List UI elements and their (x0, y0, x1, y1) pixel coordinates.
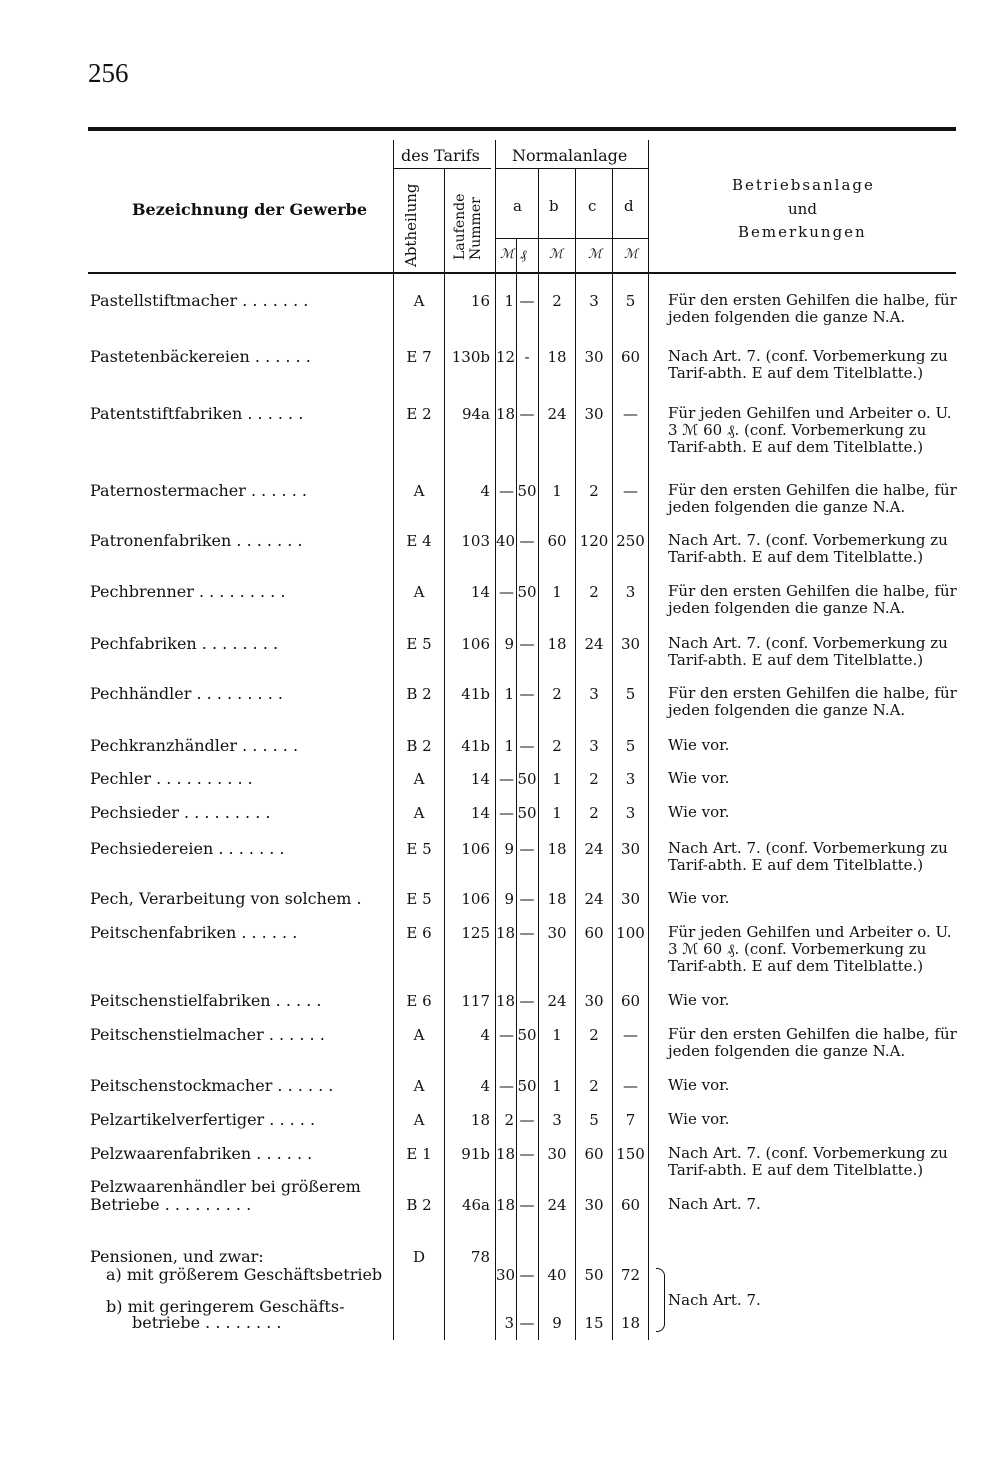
row-nummer: 130b (451, 348, 490, 366)
row-abtheilung: E 5 (406, 635, 432, 653)
row-nummer: 41b (461, 737, 490, 755)
row-name: Pelzartikelverfertiger . . . . . (90, 1111, 316, 1129)
row-a-pf: — (519, 890, 535, 908)
header-laufende-nummer: Laufende Nummer (452, 193, 484, 260)
row-nummer: 4 (480, 1077, 490, 1095)
row-a-pf: — (519, 992, 535, 1010)
row-d: — (623, 1077, 638, 1095)
row-a-pf: - (524, 348, 530, 366)
row-c: 2 (589, 804, 599, 822)
row-name: Patentstiftfabriken . . . . . . (90, 405, 304, 423)
row-b: 2 (552, 685, 562, 703)
row-remark: Wie vor. (668, 889, 730, 907)
top-rule (88, 127, 956, 131)
header-normalanlage: Normalanlage (512, 146, 628, 165)
row-name: Pelzwaarenhändler bei größerem (90, 1178, 361, 1196)
row-name: Pechkranzhändler . . . . . . (90, 737, 299, 755)
row-a-mark: 9 (504, 635, 514, 653)
row-c: 24 (584, 890, 604, 908)
row-abtheilung: A (413, 482, 425, 500)
row-abtheilung: A (413, 770, 425, 788)
row-a-pf: — (519, 685, 535, 703)
row-nummer: 14 (470, 804, 490, 822)
row-c: 5 (589, 1111, 599, 1129)
row-remark: Für jeden Gehilfen und Arbeiter o. U. 3 ℳ 60 ₰. (conf. Vorbemerkung zu Tarif-abth. E auf dem Titelblatte.) (668, 923, 952, 975)
row-name: Patronenfabriken . . . . . . . (90, 532, 303, 550)
row-c: 30 (584, 1196, 604, 1214)
row-remark: Nach Art. 7. (conf. Vorbemerkung zu Tarif-abth. E auf dem Titelblatte.) (668, 531, 948, 566)
header-rule (88, 272, 956, 274)
row-c: 2 (589, 482, 599, 500)
row-nummer: 16 (470, 292, 490, 310)
row-c: 3 (589, 737, 599, 755)
row-a-mark: 18 (496, 992, 516, 1010)
row-name: Pelzwaarenfabriken . . . . . . (90, 1145, 313, 1163)
row-nummer: 117 (461, 992, 490, 1010)
unit-mark-d: ℳ (624, 247, 638, 262)
row-remark: Wie vor. (668, 1076, 730, 1094)
row-a-pf: 50 (517, 1026, 537, 1044)
row-a-mark: 40 (496, 532, 516, 550)
row-name: Peitschenfabriken . . . . . . (90, 924, 298, 942)
row-b: 1 (552, 770, 562, 788)
row-remark: Für den ersten Gehilfen die halbe, für jeden folgenden die ganze N.A. (668, 684, 957, 719)
row-remark: Wie vor. (668, 769, 730, 787)
row-name: Pech, Verarbeitung von solchem . (90, 890, 362, 908)
pensionen-brace (656, 1268, 665, 1332)
row-nummer: 91b (461, 1145, 490, 1163)
row-a-mark: — (499, 583, 514, 601)
row-abtheilung: E 6 (406, 924, 432, 942)
pensionen-sub-b-a1: 3 (504, 1314, 514, 1332)
header-und: und (788, 200, 817, 218)
row-nummer: 18 (470, 1111, 490, 1129)
row-name: Peitschenstielfabriken . . . . . (90, 992, 322, 1010)
row-abtheilung: E 5 (406, 890, 432, 908)
row-c: 2 (589, 1077, 599, 1095)
row-c: 2 (589, 1026, 599, 1044)
row-abtheilung: B 2 (406, 1196, 432, 1214)
row-name: Pechfabriken . . . . . . . . (90, 635, 279, 653)
row-name: Pechler . . . . . . . . . . (90, 770, 253, 788)
pensionen-sub-a-d: 72 (620, 1266, 641, 1284)
row-name: Peitschenstockmacher . . . . . . (90, 1077, 334, 1095)
row-c: 2 (589, 770, 599, 788)
row-c: 3 (589, 292, 599, 310)
pensionen-label: Pensionen, und zwar: (90, 1248, 264, 1266)
row-a-pf: 50 (517, 1077, 537, 1095)
row-remark: Für den ersten Gehilfen die halbe, für jeden folgenden die ganze N.A. (668, 1025, 957, 1060)
pensionen-sub-b-a2: — (519, 1314, 535, 1332)
row-remark: Nach Art. 7. (conf. Vorbemerkung zu Tarif-abth. E auf dem Titelblatte.) (668, 634, 948, 669)
row-c: 2 (589, 583, 599, 601)
row-name: Pastetenbäckereien . . . . . . (90, 348, 311, 366)
row-b: 18 (547, 348, 567, 366)
row-d: 5 (625, 292, 636, 310)
row-a-mark: 1 (504, 292, 514, 310)
row-nummer: 94a (461, 405, 490, 423)
row-a-pf: — (519, 532, 535, 550)
row-a-mark: — (499, 770, 514, 788)
row-a-mark: 12 (496, 348, 516, 366)
vline-8 (648, 140, 649, 1340)
row-c: 60 (584, 1145, 604, 1163)
row-remark: Für den ersten Gehilfen die halbe, für jeden folgenden die ganze N.A. (668, 582, 957, 617)
row-name: Peitschenstielmacher . . . . . . (90, 1026, 325, 1044)
pensionen-remark: Nach Art. 7. (668, 1291, 761, 1309)
row-c: 30 (584, 405, 604, 423)
vline-4 (516, 238, 517, 1340)
row-b: 3 (552, 1111, 562, 1129)
header-col-c: c (588, 197, 597, 215)
page-number: 256 (88, 58, 129, 88)
row-abtheilung: A (413, 583, 425, 601)
unit-mark-b: ℳ (549, 247, 563, 262)
row-b: 60 (547, 532, 567, 550)
row-b: 30 (547, 924, 567, 942)
row-remark: Für den ersten Gehilfen die halbe, für jeden folgenden die ganze N.A. (668, 291, 957, 326)
row-a-pf: — (519, 1196, 535, 1214)
row-a-pf: — (519, 840, 535, 858)
row-abtheilung: A (413, 1026, 425, 1044)
header-abtheilung: Abtheilung (402, 183, 420, 267)
hline-units (495, 238, 648, 239)
header-col-d: d (624, 197, 634, 215)
row-abtheilung: E 4 (406, 532, 432, 550)
row-a-pf: — (519, 1111, 535, 1129)
row-c: 120 (579, 532, 609, 550)
row-name: Pastellstiftmacher . . . . . . . (90, 292, 309, 310)
pensionen-sub-a-c: 50 (584, 1266, 604, 1284)
row-remark: Nach Art. 7. (668, 1195, 761, 1213)
row-abtheilung: A (413, 1111, 425, 1129)
row-b: 1 (552, 1077, 562, 1095)
row-a-pf: 50 (517, 482, 537, 500)
row-d: 3 (625, 583, 636, 601)
row-a-pf: 50 (517, 583, 537, 601)
row-nummer: 14 (470, 583, 490, 601)
row-a-mark: 18 (496, 924, 516, 942)
row-nummer: 106 (461, 635, 490, 653)
row-abtheilung: E 7 (406, 348, 432, 366)
row-a-mark: — (499, 482, 514, 500)
row-abtheilung: E 6 (406, 992, 432, 1010)
row-b: 24 (547, 1196, 567, 1214)
row-d: — (623, 482, 638, 500)
row-c: 30 (584, 348, 604, 366)
row-a-mark: — (499, 1026, 514, 1044)
pensionen-sub-a-b: 40 (547, 1266, 567, 1284)
row-b: 18 (547, 635, 567, 653)
unit-mark-a: ℳ (500, 247, 514, 262)
row-remark: Nach Art. 7. (conf. Vorbemerkung zu Tarif-abth. E auf dem Titelblatte.) (668, 839, 948, 874)
row-d: 3 (625, 770, 636, 788)
row-a-mark: — (499, 1077, 514, 1095)
row-d: 30 (620, 635, 641, 653)
row-a-mark: 18 (496, 405, 516, 423)
header-col-b: b (549, 197, 559, 215)
header-des-tarifs: des Tarifs (401, 146, 480, 165)
row-b: 18 (547, 890, 567, 908)
row-a-mark: 9 (504, 890, 514, 908)
row-nummer: 103 (461, 532, 490, 550)
row-remark: Für den ersten Gehilfen die halbe, für jeden folgenden die ganze N.A. (668, 481, 957, 516)
row-name: Pechbrenner . . . . . . . . . (90, 583, 286, 601)
pensionen-sub-b-name2: betriebe . . . . . . . . (132, 1314, 282, 1332)
row-nummer: 41b (461, 685, 490, 703)
row-a-mark: 2 (504, 1111, 514, 1129)
row-a-mark: 1 (504, 737, 514, 755)
row-d: 30 (620, 840, 641, 858)
row-d: 100 (616, 924, 645, 942)
row-a-pf: — (519, 924, 535, 942)
row-a-pf: 50 (517, 770, 537, 788)
row-abtheilung: A (413, 292, 425, 310)
row-a-mark: — (499, 804, 514, 822)
row-abtheilung: B 2 (406, 737, 432, 755)
row-b: 1 (552, 583, 562, 601)
row-d: 60 (620, 992, 641, 1010)
header-betriebsanlage: Betriebsanlage (732, 176, 875, 194)
row-name: Pechhändler . . . . . . . . . (90, 685, 283, 703)
row-d: 250 (616, 532, 645, 550)
row-d: 5 (625, 737, 636, 755)
row-name: Paternostermacher . . . . . . (90, 482, 307, 500)
row-remark: Nach Art. 7. (conf. Vorbemerkung zu Tarif-abth. E auf dem Titelblatte.) (668, 347, 948, 382)
row-c: 30 (584, 992, 604, 1010)
row-remark: Wie vor. (668, 803, 730, 821)
row-abtheilung: E 1 (406, 1145, 432, 1163)
row-d: — (623, 405, 638, 423)
row-b: 2 (552, 737, 562, 755)
row-a-mark: 9 (504, 840, 514, 858)
pensionen-sub-a-name: a) mit größerem Geschäftsbetrieb (106, 1266, 383, 1284)
row-b: 1 (552, 804, 562, 822)
pensionen-sub-a-a1: 30 (496, 1266, 516, 1284)
row-a-pf: 50 (517, 804, 537, 822)
row-nummer: 125 (461, 924, 490, 942)
row-remark: Für jeden Gehilfen und Arbeiter o. U. 3 ℳ 60 ₰. (conf. Vorbemerkung zu Tarif-abth. E auf dem Titelblatte.) (668, 404, 952, 456)
pensionen-sub-a-a2: — (519, 1266, 535, 1284)
row-a-mark: 1 (504, 685, 514, 703)
row-remark: Wie vor. (668, 991, 730, 1009)
row-b: 30 (547, 1145, 567, 1163)
row-nummer: 46a (461, 1196, 490, 1214)
row-a-pf: — (519, 1145, 535, 1163)
row-b: 2 (552, 292, 562, 310)
row-b: 1 (552, 1026, 562, 1044)
hline-normal (495, 168, 648, 169)
row-name: Pechsieder . . . . . . . . . (90, 804, 271, 822)
row-b: 24 (547, 405, 567, 423)
row-d: 60 (620, 348, 641, 366)
row-abtheilung: B 2 (406, 685, 432, 703)
row-nummer: 4 (480, 1026, 490, 1044)
row-d: 150 (616, 1145, 645, 1163)
row-a-mark: 18 (496, 1196, 516, 1214)
row-abtheilung: E 2 (406, 405, 432, 423)
pf-mark-a: ₰ (520, 248, 527, 263)
row-nummer: 106 (461, 840, 490, 858)
row-d: 60 (620, 1196, 641, 1214)
row-b: 1 (552, 482, 562, 500)
row-b: 24 (547, 992, 567, 1010)
row-a-pf: — (519, 737, 535, 755)
row-a-pf: — (519, 635, 535, 653)
pensionen-abt: D (412, 1248, 426, 1266)
unit-mark-c: ℳ (588, 247, 602, 262)
hline-tarifs (393, 168, 491, 169)
row-nummer: 106 (461, 890, 490, 908)
row-abtheilung: A (413, 1077, 425, 1095)
vline-2 (444, 168, 445, 1340)
pensionen-sub-b-name: b) mit geringerem Geschäfts- (106, 1298, 345, 1316)
row-remark: Wie vor. (668, 1110, 730, 1128)
row-remark: Wie vor. (668, 736, 730, 754)
row-d: 30 (620, 890, 641, 908)
row-a-pf: — (519, 405, 535, 423)
row-nummer: 14 (470, 770, 490, 788)
row-c: 60 (584, 924, 604, 942)
pensionen-nr: 78 (470, 1248, 490, 1266)
header-bezeichnung: Bezeichnung der Gewerbe (132, 200, 368, 219)
row-c: 24 (584, 635, 604, 653)
pensionen-sub-b-b: 9 (552, 1314, 562, 1332)
row-b: 18 (547, 840, 567, 858)
row-c: 3 (589, 685, 599, 703)
row-name: Pechsiedereien . . . . . . . (90, 840, 285, 858)
row-abtheilung: E 5 (406, 840, 432, 858)
header-bemerkungen: Bemerkungen (738, 223, 867, 241)
row-a-mark: 18 (496, 1145, 516, 1163)
row-d: — (623, 1026, 638, 1044)
row-remark: Nach Art. 7. (conf. Vorbemerkung zu Tarif-abth. E auf dem Titelblatte.) (668, 1144, 948, 1179)
row-nummer: 4 (480, 482, 490, 500)
row-a-pf: — (519, 292, 535, 310)
row-d: 3 (625, 804, 636, 822)
row-d: 5 (625, 685, 636, 703)
row-c: 24 (584, 840, 604, 858)
header-col-a: a (513, 197, 522, 215)
pensionen-sub-b-c: 15 (584, 1314, 604, 1332)
row-d: 7 (625, 1111, 636, 1129)
vline-1 (393, 140, 394, 1340)
row-abtheilung: A (413, 804, 425, 822)
row-name-cont: Betriebe . . . . . . . . . (90, 1196, 252, 1214)
pensionen-sub-b-d: 18 (620, 1314, 641, 1332)
